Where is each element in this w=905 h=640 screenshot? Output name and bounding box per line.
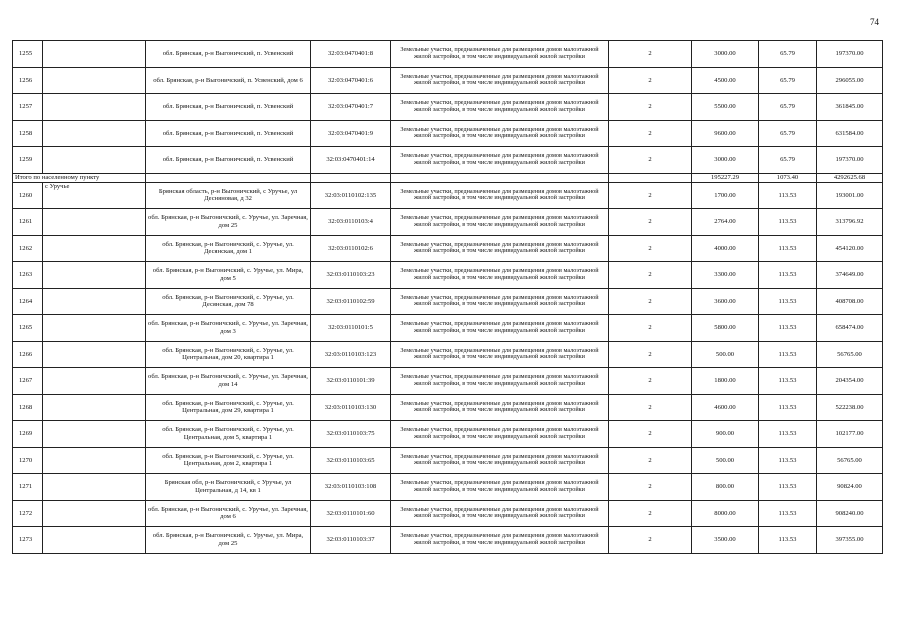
area-cell: 800.00 [692, 474, 759, 501]
row-number-cell: 1263 [13, 262, 43, 289]
cadastral-value-cell: 56765.00 [817, 341, 883, 368]
row-number-cell: 1258 [13, 120, 43, 147]
address-cell: обл. Брянская, р-н Выгоничский, п. Усвенский [146, 41, 311, 68]
group-cell: 2 [609, 67, 692, 94]
area-cell: 5800.00 [692, 315, 759, 342]
rate-cell: 113.53 [759, 474, 817, 501]
land-use-purpose-cell: Земельные участки, предназначенные для размещения домов малоэтажной жилой застройки, в том числе индивидуальной жилой застройки [391, 209, 609, 236]
cadastral-value-cell: 197370.00 [817, 41, 883, 68]
rate-cell: 113.53 [759, 262, 817, 289]
cadastral-value-cell: 204354.00 [817, 368, 883, 395]
table-row [13, 315, 883, 342]
group-cell: 2 [609, 147, 692, 174]
row-number-cell: 1265 [13, 315, 43, 342]
area-cell: 4500.00 [692, 67, 759, 94]
cadastral-value-cell: 197370.00 [817, 147, 883, 174]
rate-cell: 113.53 [759, 235, 817, 262]
rate-cell: 65.79 [759, 67, 817, 94]
rate-cell: 113.53 [759, 315, 817, 342]
area-cell: 3500.00 [692, 527, 759, 554]
address-cell: обл. Брянская, р-н Выгоничский, с. Уручье, ул. Центральная, дом 20, квартира 1 [146, 341, 311, 368]
row-number-cell: 1256 [13, 67, 43, 94]
group-cell: 2 [609, 94, 692, 121]
area-cell: 1700.00 [692, 182, 759, 209]
rate-cell: 113.53 [759, 341, 817, 368]
land-use-purpose-cell: Земельные участки, предназначенные для размещения домов малоэтажной жилой застройки, в том числе индивидуальной жилой застройки [391, 474, 609, 501]
area-cell: 500.00 [692, 447, 759, 474]
settlement-cell [43, 500, 146, 527]
land-use-purpose-cell: Земельные участки, предназначенные для размещения домов малоэтажной жилой застройки, в том числе индивидуальной жилой застройки [391, 500, 609, 527]
table-row [13, 67, 883, 94]
cadastral-number-cell: 32:03:0110101:39 [311, 368, 391, 395]
area-cell: 1800.00 [692, 368, 759, 395]
cadastral-number-cell: 32:03:0110103:130 [311, 394, 391, 421]
address-cell: обл. Брянская, р-н Выгоничский, с. Уручье, ул. Десянская, дом 1 [146, 235, 311, 262]
group-cell: 2 [609, 41, 692, 68]
group-cell: 2 [609, 288, 692, 315]
cadastral-number-cell: 32:03:0110102:135 [311, 182, 391, 209]
group-cell: 2 [609, 421, 692, 448]
table-row [13, 368, 883, 395]
cadastral-value-cell: 374649.00 [817, 262, 883, 289]
land-use-purpose-cell: Земельные участки, предназначенные для размещения домов малоэтажной жилой застройки, в том числе индивидуальной жилой застройки [391, 527, 609, 554]
table-row [13, 209, 883, 236]
row-number-cell: 1269 [13, 421, 43, 448]
table-row [13, 235, 883, 262]
land-use-purpose-cell: Земельные участки, предназначенные для размещения домов малоэтажной жилой застройки, в том числе индивидуальной жилой застройки [391, 341, 609, 368]
cadastral-value-cell: 56765.00 [817, 447, 883, 474]
table-row [13, 147, 883, 174]
area-cell: 3000.00 [692, 41, 759, 68]
cadastral-value-cell: 522238.00 [817, 394, 883, 421]
settlement-cell [43, 288, 146, 315]
address-cell: обл. Брянская, р-н Выгоничский, с. Уручье, ул. Заречная, дом 25 [146, 209, 311, 236]
table-row [13, 341, 883, 368]
row-number-cell: 1264 [13, 288, 43, 315]
rate-cell: 113.53 [759, 447, 817, 474]
cadastral-number-cell: 32:03:0110102:59 [311, 288, 391, 315]
rate-cell: 65.79 [759, 94, 817, 121]
cadastral-number-cell: 32:03:0470401:14 [311, 147, 391, 174]
row-number-cell: 1267 [13, 368, 43, 395]
land-use-purpose-cell: Земельные участки, предназначенные для размещения домов малоэтажной жилой застройки, в том числе индивидуальной жилой застройки [391, 262, 609, 289]
settlement-total-row [13, 173, 883, 182]
row-number-cell: 1261 [13, 209, 43, 236]
cadastral-value-cell: 193001.00 [817, 182, 883, 209]
settlement-cell [43, 474, 146, 501]
cadastral-number-cell: 32:03:0470401:9 [311, 120, 391, 147]
total-value-cell: 4292625.68 [817, 173, 883, 182]
group-cell: 2 [609, 394, 692, 421]
address-cell: обл. Брянская, р-н Выгоничский, с. Уручье, ул. Центральная, дом 2, квартира 1 [146, 447, 311, 474]
group-cell: 2 [609, 182, 692, 209]
table-row [13, 288, 883, 315]
group-cell: 2 [609, 447, 692, 474]
group-cell: 2 [609, 527, 692, 554]
settlement-cell: с Уручье [43, 182, 146, 209]
group-cell: 2 [609, 120, 692, 147]
table-row [13, 262, 883, 289]
settlement-cell [43, 447, 146, 474]
cadastral-number-cell: 32:03:0110103:123 [311, 341, 391, 368]
total-rate-cell: 1073.40 [759, 173, 817, 182]
rate-cell: 113.53 [759, 209, 817, 236]
total-empty-cell [609, 173, 692, 182]
cadastral-number-cell: 32:03:0110101:60 [311, 500, 391, 527]
total-label-cell: Итого по населенному пункту [13, 173, 146, 182]
total-empty-cell [391, 173, 609, 182]
rate-cell: 113.53 [759, 394, 817, 421]
row-number-cell: 1268 [13, 394, 43, 421]
row-number-cell: 1273 [13, 527, 43, 554]
area-cell: 900.00 [692, 421, 759, 448]
group-cell: 2 [609, 500, 692, 527]
area-cell: 500.00 [692, 341, 759, 368]
address-cell: обл. Брянская, р-н Выгоничский, п. Усвенский [146, 94, 311, 121]
cadastral-value-cell: 408708.00 [817, 288, 883, 315]
table-row [13, 500, 883, 527]
group-cell: 2 [609, 262, 692, 289]
settlement-cell [43, 341, 146, 368]
rate-cell: 113.53 [759, 500, 817, 527]
row-number-cell: 1270 [13, 447, 43, 474]
rate-cell: 113.53 [759, 421, 817, 448]
group-cell: 2 [609, 368, 692, 395]
land-use-purpose-cell: Земельные участки, предназначенные для размещения домов малоэтажной жилой застройки, в том числе индивидуальной жилой застройки [391, 368, 609, 395]
cadastral-number-cell: 32:03:0110103:75 [311, 421, 391, 448]
cadastral-number-cell: 32:03:0470401:7 [311, 94, 391, 121]
settlement-cell [43, 262, 146, 289]
cadastral-number-cell: 32:03:0110103:37 [311, 527, 391, 554]
total-area-cell: 195227.29 [692, 173, 759, 182]
cadastral-number-cell: 32:03:0110101:5 [311, 315, 391, 342]
table-row [13, 421, 883, 448]
cadastral-number-cell: 32:03:0110103:108 [311, 474, 391, 501]
settlement-cell [43, 67, 146, 94]
row-number-cell: 1272 [13, 500, 43, 527]
address-cell: обл. Брянская, р-н Выгоничский, с. Уручье, ул. Центральная, дом 29, квартира 1 [146, 394, 311, 421]
area-cell: 2764.00 [692, 209, 759, 236]
cadastral-value-cell: 658474.00 [817, 315, 883, 342]
settlement-cell [43, 120, 146, 147]
land-use-purpose-cell: Земельные участки, предназначенные для размещения домов малоэтажной жилой застройки, в том числе индивидуальной жилой застройки [391, 41, 609, 68]
rate-cell: 65.79 [759, 147, 817, 174]
cadastral-number-cell: 32:03:0110103:65 [311, 447, 391, 474]
area-cell: 4000.00 [692, 235, 759, 262]
address-cell: обл. Брянская, р-н Выгоничский, п. Усвенский [146, 147, 311, 174]
cadastral-value-table [12, 40, 883, 554]
rate-cell: 65.79 [759, 120, 817, 147]
land-use-purpose-cell: Земельные участки, предназначенные для размещения домов малоэтажной жилой застройки, в том числе индивидуальной жилой застройки [391, 315, 609, 342]
land-use-purpose-cell: Земельные участки, предназначенные для размещения домов малоэтажной жилой застройки, в том числе индивидуальной жилой застройки [391, 120, 609, 147]
cadastral-number-cell: 32:03:0470401:6 [311, 67, 391, 94]
table-row [13, 94, 883, 121]
area-cell: 9600.00 [692, 120, 759, 147]
row-number-cell: 1262 [13, 235, 43, 262]
group-cell: 2 [609, 209, 692, 236]
cadastral-value-cell: 313796.92 [817, 209, 883, 236]
area-cell: 3600.00 [692, 288, 759, 315]
land-use-purpose-cell: Земельные участки, предназначенные для размещения домов малоэтажной жилой застройки, в том числе индивидуальной жилой застройки [391, 288, 609, 315]
land-use-purpose-cell: Земельные участки, предназначенные для размещения домов малоэтажной жилой застройки, в том числе индивидуальной жилой застройки [391, 421, 609, 448]
settlement-cell [43, 235, 146, 262]
rate-cell: 65.79 [759, 41, 817, 68]
address-cell: обл. Брянская, р-н Выгоничский, с. Уручье, ул. Заречная, дом 14 [146, 368, 311, 395]
cadastral-number-cell: 32:03:0110103:4 [311, 209, 391, 236]
address-cell: обл. Брянская, р-н Выгоничский, с. Уручье, ул. Центральная, дом 5, квартира 1 [146, 421, 311, 448]
total-empty-cell [146, 173, 311, 182]
total-empty-cell [311, 173, 391, 182]
group-cell: 2 [609, 341, 692, 368]
settlement-cell [43, 421, 146, 448]
land-use-purpose-cell: Земельные участки, предназначенные для размещения домов малоэтажной жилой застройки, в том числе индивидуальной жилой застройки [391, 394, 609, 421]
rate-cell: 113.53 [759, 182, 817, 209]
row-number-cell: 1257 [13, 94, 43, 121]
area-cell: 3300.00 [692, 262, 759, 289]
land-use-purpose-cell: Земельные участки, предназначенные для размещения домов малоэтажной жилой застройки, в том числе индивидуальной жилой застройки [391, 182, 609, 209]
settlement-cell [43, 41, 146, 68]
settlement-cell [43, 315, 146, 342]
settlement-cell [43, 209, 146, 236]
land-use-purpose-cell: Земельные участки, предназначенные для размещения домов малоэтажной жилой застройки, в том числе индивидуальной жилой застройки [391, 147, 609, 174]
address-cell: обл. Брянская, р-н Выгоничский, с. Уручье, ул. Десянская, дом 78 [146, 288, 311, 315]
table-row [13, 182, 883, 209]
row-number-cell: 1259 [13, 147, 43, 174]
table-row [13, 41, 883, 68]
cadastral-number-cell: 32:03:0110102:6 [311, 235, 391, 262]
cadastral-value-cell: 361845.00 [817, 94, 883, 121]
land-use-purpose-cell: Земельные участки, предназначенные для размещения домов малоэтажной жилой застройки, в том числе индивидуальной жилой застройки [391, 235, 609, 262]
address-cell: обл. Брянская, р-н Выгоничский, п. Усвенский, дом 6 [146, 67, 311, 94]
area-cell: 3000.00 [692, 147, 759, 174]
cadastral-value-cell: 296055.00 [817, 67, 883, 94]
row-number-cell: 1271 [13, 474, 43, 501]
group-cell: 2 [609, 474, 692, 501]
table-row [13, 120, 883, 147]
settlement-cell [43, 147, 146, 174]
cadastral-value-cell: 908240.00 [817, 500, 883, 527]
cadastral-value-cell: 102177.00 [817, 421, 883, 448]
rate-cell: 113.53 [759, 368, 817, 395]
address-cell: обл. Брянская, р-н Выгоничский, п. Усвенский [146, 120, 311, 147]
cadastral-number-cell: 32:03:0470401:8 [311, 41, 391, 68]
table-row [13, 394, 883, 421]
settlement-cell [43, 394, 146, 421]
address-cell: обл. Брянская, р-н Выгоничский, с. Уручье, ул. Заречная, дом 6 [146, 500, 311, 527]
page-number: 74 [870, 17, 879, 27]
address-cell: Брянская обл, р-н Выгоничский, с Уручье, ул Центральная, д 14, кв 1 [146, 474, 311, 501]
row-number-cell: 1255 [13, 41, 43, 68]
address-cell: обл. Брянская, р-н Выгоничский, с. Уручье, ул. Мира, дом 5 [146, 262, 311, 289]
table-row [13, 527, 883, 554]
group-cell: 2 [609, 235, 692, 262]
cadastral-value-cell: 631584.00 [817, 120, 883, 147]
land-use-purpose-cell: Земельные участки, предназначенные для размещения домов малоэтажной жилой застройки, в том числе индивидуальной жилой застройки [391, 447, 609, 474]
table-body [13, 41, 883, 554]
row-number-cell: 1266 [13, 341, 43, 368]
land-use-purpose-cell: Земельные участки, предназначенные для размещения домов малоэтажной жилой застройки, в том числе индивидуальной жилой застройки [391, 94, 609, 121]
area-cell: 4600.00 [692, 394, 759, 421]
row-number-cell: 1260 [13, 182, 43, 209]
group-cell: 2 [609, 315, 692, 342]
cadastral-value-cell: 90824.00 [817, 474, 883, 501]
address-cell: обл. Брянская, р-н Выгоничский, с. Уручье, ул. Заречная, дом 3 [146, 315, 311, 342]
land-use-purpose-cell: Земельные участки, предназначенные для размещения домов малоэтажной жилой застройки, в том числе индивидуальной жилой застройки [391, 67, 609, 94]
settlement-cell [43, 368, 146, 395]
cadastral-value-cell: 454120.00 [817, 235, 883, 262]
cadastral-value-cell: 397355.00 [817, 527, 883, 554]
address-cell: обл. Брянская, р-н Выгоничский, с. Уручье, ул. Мира, дом 25 [146, 527, 311, 554]
settlement-cell [43, 94, 146, 121]
area-cell: 8000.00 [692, 500, 759, 527]
rate-cell: 113.53 [759, 288, 817, 315]
table-row [13, 447, 883, 474]
cadastral-number-cell: 32:03:0110103:23 [311, 262, 391, 289]
rate-cell: 113.53 [759, 527, 817, 554]
table-row [13, 474, 883, 501]
area-cell: 5500.00 [692, 94, 759, 121]
settlement-cell [43, 527, 146, 554]
address-cell: Брянская область, р-н Выгоничский, с Уручье, ул Десняновая, д 32 [146, 182, 311, 209]
